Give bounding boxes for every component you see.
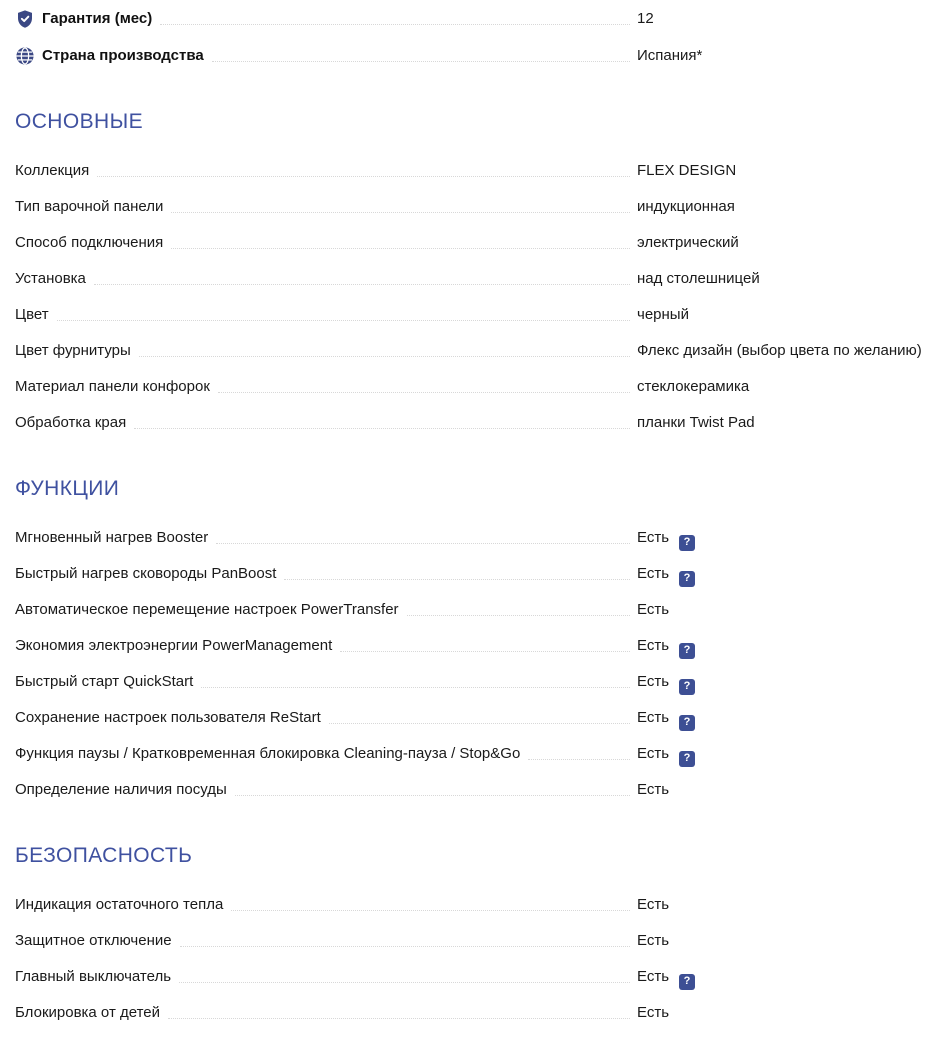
spec-row	[15, 628, 940, 664]
spec-value: Флекс дизайн (выбор цвета по желанию)	[637, 342, 922, 359]
section-rows	[15, 153, 940, 441]
help-icon[interactable]: ?	[679, 643, 695, 659]
spec-label: Сохранение настроек пользователя ReStart	[15, 709, 321, 726]
spec-value: Есть	[637, 1004, 670, 1021]
spec-label: Быстрый старт QuickStart	[15, 673, 194, 690]
help-icon[interactable]: ?	[679, 571, 695, 587]
spec-row	[15, 297, 940, 333]
spec-row	[15, 153, 940, 189]
dotted-leader	[218, 392, 630, 393]
dotted-leader	[97, 176, 630, 177]
dotted-leader	[94, 284, 630, 285]
spec-value: Есть	[637, 565, 670, 582]
spec-value: Есть	[637, 637, 670, 654]
spec-label: Цвет	[15, 306, 49, 323]
spec-label: Функция паузы / Кратковременная блокировка Cleaning-пауза / Stop&Go	[15, 745, 521, 762]
dotted-leader	[180, 946, 630, 947]
spec-section	[15, 109, 940, 441]
dotted-leader	[57, 320, 630, 321]
spec-section	[15, 843, 940, 1031]
spec-label: Блокировка от детей	[15, 1004, 161, 1021]
spec-value: Есть	[637, 529, 670, 546]
dotted-leader	[528, 759, 630, 760]
dotted-leader	[160, 24, 630, 25]
dotted-leader	[171, 212, 630, 213]
spec-row	[15, 37, 940, 74]
spec-value: планки Twist Pad	[637, 414, 755, 431]
spec-label: Автоматическое перемещение настроек PowerTransfer	[15, 601, 399, 618]
dotted-leader	[179, 982, 630, 983]
spec-label: Способ подключения	[15, 234, 164, 251]
spec-row	[15, 700, 940, 736]
top-specs-list	[15, 0, 940, 74]
spec-value: Есть	[637, 709, 670, 726]
spec-value: 12	[637, 10, 654, 27]
spec-row	[15, 520, 940, 556]
help-icon[interactable]: ?	[679, 679, 695, 695]
section-title: ОСНОВНЫЕ	[15, 110, 143, 133]
spec-label: Мгновенный нагрев Booster	[15, 529, 209, 546]
spec-value: черный	[637, 306, 689, 323]
spec-label: Обработка края	[15, 414, 127, 431]
help-icon[interactable]: ?	[679, 535, 695, 551]
spec-value: Есть	[637, 781, 670, 798]
section-title: БЕЗОПАСНОСТЬ	[15, 844, 193, 867]
spec-label: Установка	[15, 270, 86, 287]
dotted-leader	[134, 428, 630, 429]
spec-label: Определение наличия посуды	[15, 781, 227, 798]
spec-label: Цвет фурнитуры	[15, 342, 131, 359]
dotted-leader	[168, 1018, 630, 1019]
dotted-leader	[171, 248, 630, 249]
spec-row	[15, 772, 940, 808]
spec-label: Быстрый нагрев сковороды PanBoost	[15, 565, 277, 582]
spec-label: Страна производства	[42, 47, 204, 64]
spec-row	[15, 556, 940, 592]
spec-value: Есть	[637, 745, 670, 762]
section-rows	[15, 520, 940, 808]
spec-label: Главный выключатель	[15, 968, 172, 985]
spec-label: Коллекция	[15, 162, 90, 179]
spec-label: Тип варочной панели	[15, 198, 164, 215]
shield-check-icon	[15, 9, 35, 29]
spec-row	[15, 736, 940, 772]
spec-row	[15, 405, 940, 441]
spec-row	[15, 0, 940, 37]
dotted-leader	[329, 723, 630, 724]
spec-value: электрический	[637, 234, 739, 251]
spec-value: Испания*	[637, 47, 703, 64]
dotted-leader	[231, 910, 630, 911]
section-title: ФУНКЦИИ	[15, 477, 120, 500]
spec-label: Защитное отключение	[15, 932, 172, 949]
help-icon[interactable]: ?	[679, 715, 695, 731]
dotted-leader	[407, 615, 630, 616]
spec-value: стеклокерамика	[637, 378, 750, 395]
spec-label: Экономия электроэнергии PowerManagement	[15, 637, 333, 654]
spec-row	[15, 923, 940, 959]
dotted-leader	[212, 61, 630, 62]
spec-row	[15, 995, 940, 1031]
spec-value: FLEX DESIGN	[637, 162, 737, 179]
dotted-leader	[340, 651, 630, 652]
spec-row	[15, 369, 940, 405]
dotted-leader	[284, 579, 630, 580]
dotted-leader	[235, 795, 630, 796]
spec-row	[15, 664, 940, 700]
help-icon[interactable]: ?	[679, 974, 695, 990]
spec-row	[15, 959, 940, 995]
dotted-leader	[216, 543, 630, 544]
section-rows	[15, 887, 940, 1031]
spec-value: Есть	[637, 932, 670, 949]
spec-label: Индикация остаточного тепла	[15, 896, 224, 913]
spec-value: Есть	[637, 968, 670, 985]
sections	[15, 109, 940, 1031]
dotted-leader	[139, 356, 630, 357]
spec-value: над столешницей	[637, 270, 760, 287]
spec-row	[15, 333, 940, 369]
dotted-leader	[201, 687, 630, 688]
spec-row	[15, 225, 940, 261]
spec-row	[15, 261, 940, 297]
spec-row	[15, 887, 940, 923]
spec-value: индукционная	[637, 198, 735, 215]
spec-row	[15, 592, 940, 628]
spec-row	[15, 189, 940, 225]
help-icon[interactable]: ?	[679, 751, 695, 767]
spec-label: Материал панели конфорок	[15, 378, 210, 395]
globe-icon	[15, 46, 35, 66]
spec-label: Гарантия (мес)	[42, 10, 153, 27]
spec-section	[15, 476, 940, 808]
spec-value: Есть	[637, 896, 670, 913]
spec-value: Есть	[637, 601, 670, 618]
spec-value: Есть	[637, 673, 670, 690]
